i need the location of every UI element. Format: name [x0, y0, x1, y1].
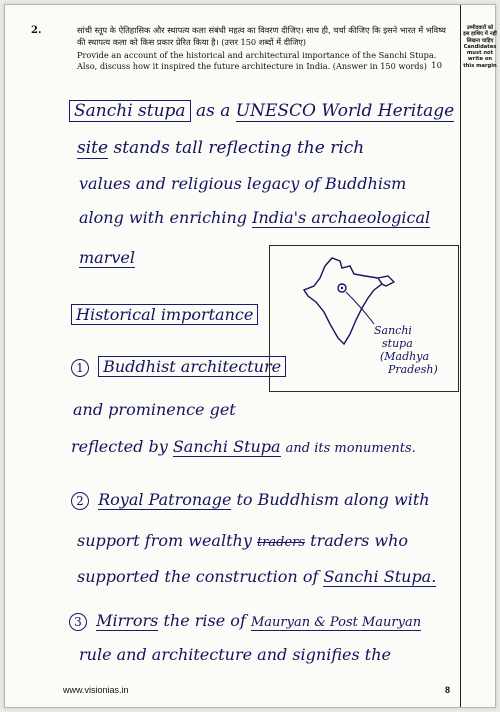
intro-marvel: marvel [79, 248, 135, 267]
question-text-hindi: सांची स्तूप के ऐतिहासिक और स्थापत्य कला संबंधी महत्व का विवरण दीजिए। साथ ही, चर्चा कीजिए कि इसने भारत में भविष्य की स्थापत्य कला को किस प्रकार प्रेरित किया है। (उत्तर 150 शब्दों में दीजिए) [77, 25, 446, 47]
margin-note [463, 25, 497, 69]
intro-site: site [77, 138, 109, 158]
intro-text: stands tall reflecting the rich [113, 138, 365, 158]
map-label-pradesh: Pradesh) [388, 363, 438, 376]
map-label-sanchi: Sanchi [374, 324, 412, 337]
margin-note-hindi: उम्मीदवारों को इस हाशिए में नहीं लिखना चाहिए [463, 25, 497, 44]
margin-note-english: Candidates must not write on this margin [463, 43, 497, 69]
point-3-mauryan: Mauryan & Post Mauryan [250, 615, 422, 630]
intro-text: as a [195, 101, 231, 121]
point-2-sanchi: Sanchi Stupa. [323, 567, 437, 586]
answer-sheet-page [4, 4, 496, 708]
footer-url: www.visionias.in [63, 685, 129, 695]
intro-line-1 [69, 101, 454, 121]
section-heading [71, 305, 258, 324]
question-marks: 10 [431, 61, 442, 71]
point-1-line-3 [71, 437, 416, 456]
heading-historical: Historical importance [71, 304, 258, 325]
intro-archaeological: India's archaeological [252, 208, 431, 227]
point-3-text: the rise of [163, 611, 246, 630]
point-3-heading [69, 611, 421, 631]
question-english: Provide an account of the historical and architectural importance of the Sanchi Stupa. Also, discuss how it inspired the future architecture in India. (Answer in 150 words) [77, 50, 437, 71]
question-number: 2. [31, 25, 42, 36]
point-1-number: 1 [71, 359, 89, 377]
point-1-text: reflected by [71, 437, 168, 456]
point-2-text: to Buddhism along with [236, 490, 430, 509]
intro-unesco: UNESCO World Heritage [235, 101, 455, 121]
point-3-line-2: rule and architecture and signifies the [79, 645, 391, 664]
point-2-number: 2 [71, 492, 89, 510]
map-label-stupa: stupa [382, 337, 413, 350]
point-2-title: Royal Patronage [98, 490, 232, 509]
point-2-line-2 [77, 531, 408, 550]
point-2-line-3 [77, 567, 436, 586]
point-2-text: supported the construction of [77, 567, 319, 586]
intro-line-3: values and religious legacy of Buddhism [79, 174, 407, 193]
intro-line-4 [79, 208, 430, 227]
point-2-heading [71, 490, 430, 510]
margin-line [460, 5, 461, 707]
point-2-struck: traders [256, 535, 306, 550]
page-number: 8 [445, 685, 451, 695]
india-map-sketch [269, 245, 459, 392]
map-label [374, 324, 438, 376]
intro-line-5 [79, 248, 135, 267]
intro-text: along with enriching [79, 208, 248, 227]
point-3-number: 3 [69, 613, 87, 631]
point-1-line-2: and prominence get [73, 400, 236, 419]
point-1-title: Buddhist architecture [98, 356, 286, 377]
question-text-english [77, 50, 452, 72]
intro-keyword-sanchi: Sanchi stupa [69, 100, 191, 122]
point-2-text: support from wealthy [77, 531, 252, 550]
point-1-text-end: and its monuments. [285, 441, 416, 456]
point-1-sanchi: Sanchi Stupa [172, 437, 281, 456]
point-3-title: Mirrors [96, 611, 159, 630]
map-label-madhya: (Madhya [380, 350, 430, 363]
intro-line-2 [77, 138, 364, 158]
point-1-heading [71, 357, 286, 377]
point-2-text-end: traders who [310, 531, 409, 550]
